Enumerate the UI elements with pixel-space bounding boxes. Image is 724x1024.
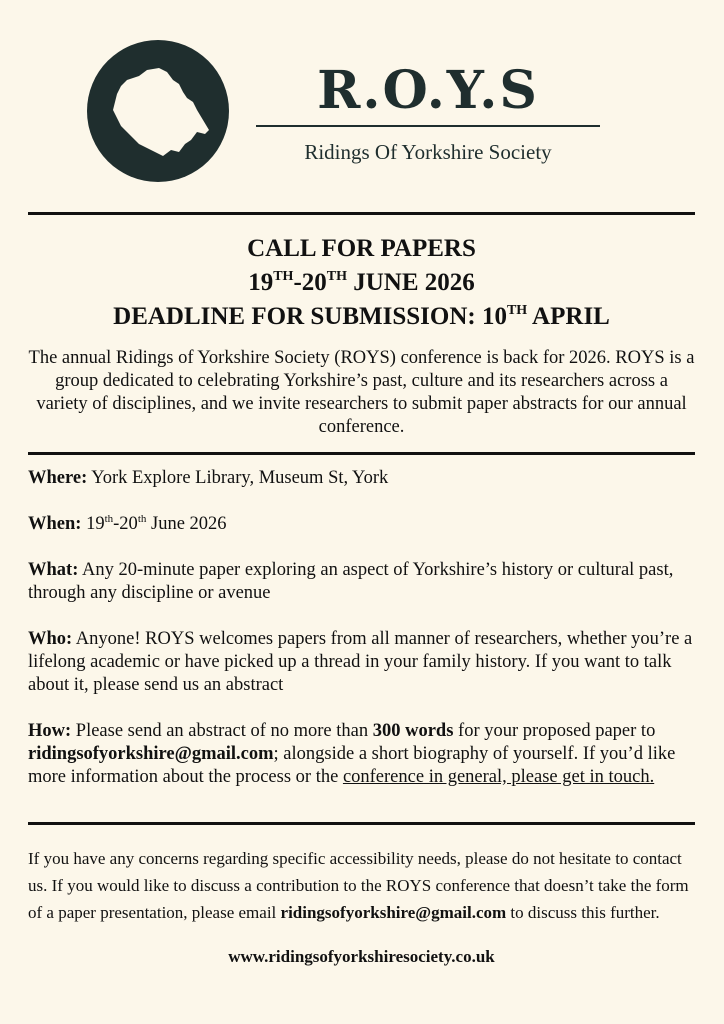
website-link[interactable]: www.ridingsofyorkshiresociety.co.uk <box>228 947 495 966</box>
who-item: Who: Anyone! ROYS welcomes papers from all manner of researchers, whether you’re a lifelong academic or have picked up a thread in your family history. If you want to talk about it, please send us an abstract <box>28 629 693 695</box>
divider-top <box>28 212 695 215</box>
title-block <box>28 232 695 334</box>
roys-logo <box>87 40 229 182</box>
yorkshire-map-icon <box>87 40 229 182</box>
divider-bottom <box>28 822 695 825</box>
deadline-heading: DEADLINE FOR SUBMISSION: 10TH APRIL <box>113 303 610 330</box>
org-acronym: R.O.Y.S <box>317 60 539 121</box>
header-divider <box>256 125 600 127</box>
intro-paragraph: The annual Ridings of Yorkshire Society (ROYS) conference is back for 2026. ROYS is a group dedicated to celebrating Yorkshire’s past, culture and its researchers across a variety of disciplines, and we invite researchers to submit paper abstracts for our annual conference. <box>28 348 695 437</box>
org-name: Ridings Of Yorkshire Society <box>304 140 552 164</box>
divider-middle <box>28 452 695 455</box>
details-section <box>28 467 695 812</box>
how-item: How: Please send an abstract of no more than 300 words for your proposed paper to ridingsofyorkshire@gmail.com; alongside a short biography of yourself. If you’d like more information about the process or the conference in general, please get in touch. <box>28 721 676 787</box>
conference-dates-heading: 19TH-20TH JUNE 2026 <box>248 269 475 296</box>
what-item: What: Any 20-minute paper exploring an aspect of Yorkshire’s history or cultural past, through any discipline or avenue <box>28 560 674 603</box>
where-item: Where: York Explore Library, Museum St, York <box>28 468 389 488</box>
submission-email-link[interactable]: ridingsofyorkshire@gmail.com <box>28 744 274 764</box>
when-item: When: 19th-20th June 2026 <box>28 513 227 534</box>
call-for-papers-heading: CALL FOR PAPERS <box>247 235 476 262</box>
contact-email-link[interactable]: ridingsofyorkshire@gmail.com <box>280 903 507 922</box>
accessibility-paragraph: If you have any concerns regarding specific accessibility needs, please do not hesitate to contact us. If you would like to discuss a contribution to the ROYS conference that doesn’t take the form of a paper presentation, please email ridingsofyorkshire@gmail.com to discuss this further. <box>28 849 689 922</box>
